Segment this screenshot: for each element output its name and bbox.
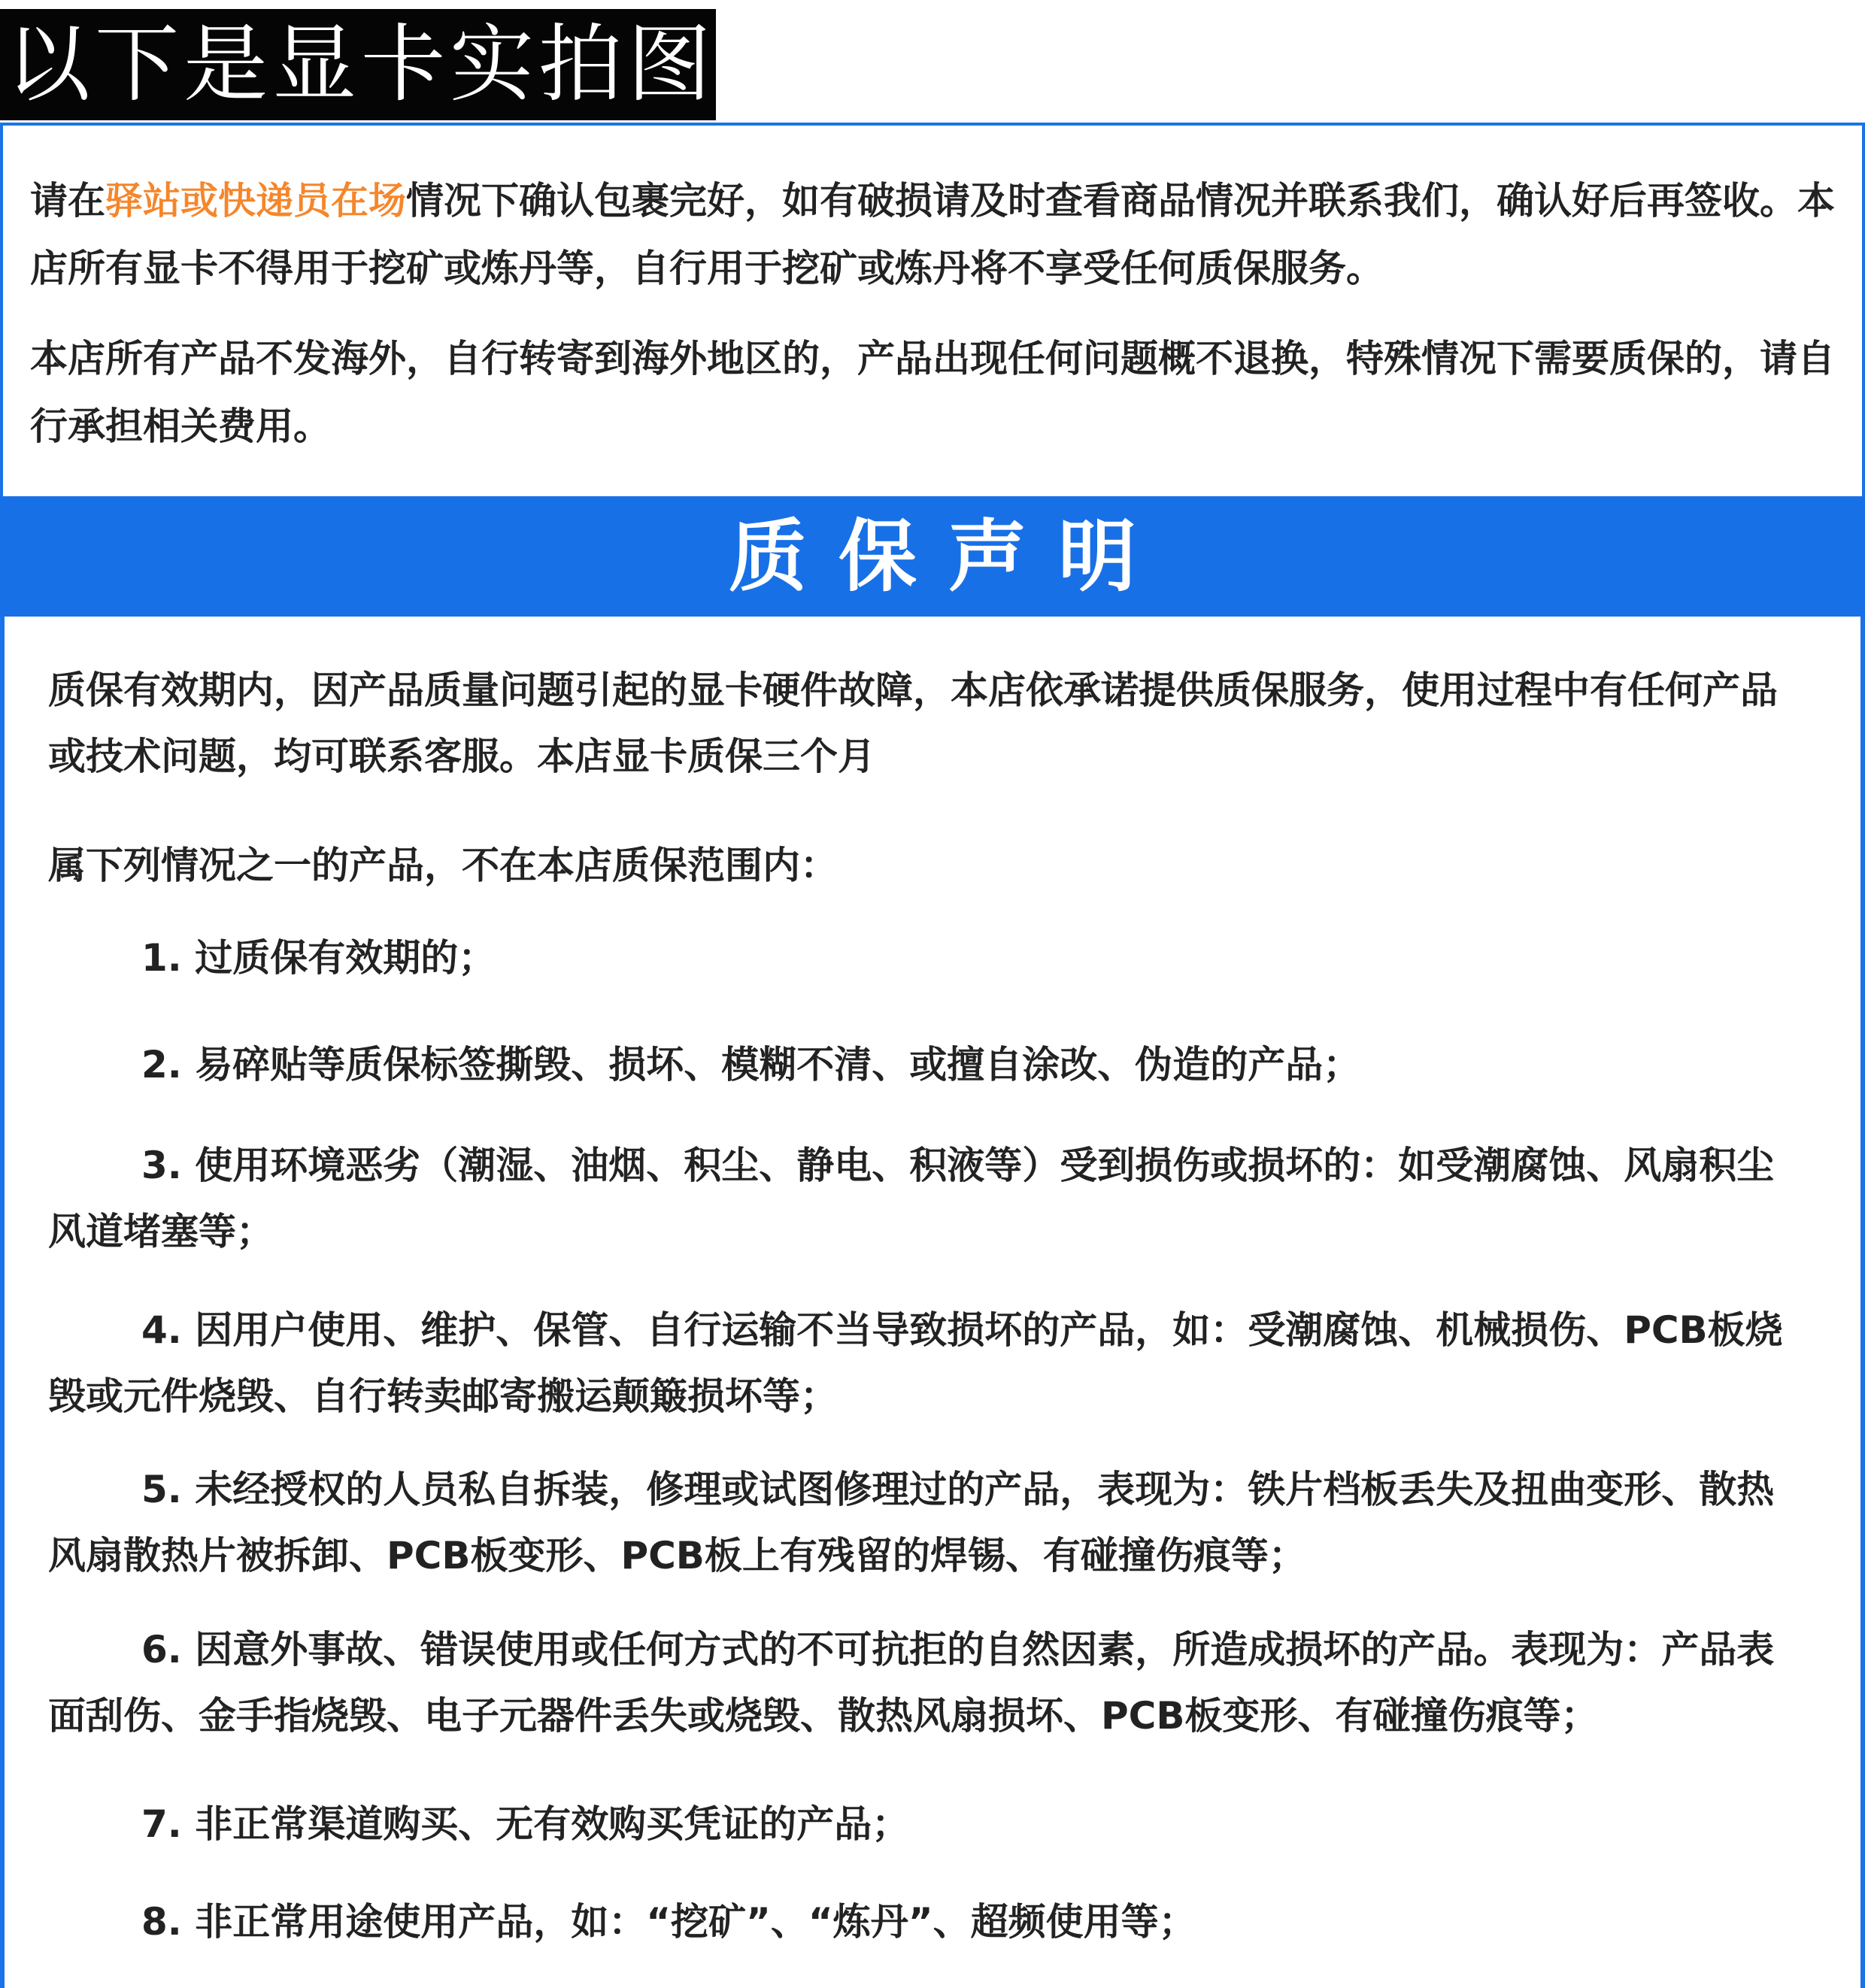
exclusion-item-1: 1. 过质保有效期的； bbox=[141, 936, 496, 980]
exclusion-item-5: 5. 未经授权的人员私自拆装，修理或试图修理过的产品，表现为：铁片档板丢失及扭曲变形、散热风扇散热片被拆卸、PCB板变形、PCB板上有残留的焊锡、有碰撞伤痕等； bbox=[48, 1468, 1775, 1577]
exclusion-item-8: 8. 非正常用途使用产品，如：“挖矿”、“炼丹”、超频使用等； bbox=[141, 1900, 1196, 1944]
warranty-intro: 质保有效期内，因产品质量问题引起的显卡硬件故障，本店依承诺提供质保服务，使用过程中有任何产品或技术问题，均可联系客服。本店显卡质保三个月 bbox=[48, 668, 1778, 778]
exclusion-item-6: 6. 因意外事故、错误使用或任何方式的不可抗拒的自然因素，所造成损坏的产品。表现为：产品表面刮伤、金手指烧毁、电子元器件丢失或烧毁、散热风扇损坏、PCB板变形、有碰撞伤痕等； bbox=[48, 1628, 1775, 1738]
exclusion-item-4: 4. 因用户使用、维护、保管、自行运输不当导致损坏的产品，如：受潮腐蚀、机械损伤、PCB板烧毁或元件烧毁、自行转卖邮寄搬运颠簸损坏等； bbox=[48, 1308, 1783, 1418]
notice-text-suffix: 情况下确认包裹完好，如有破损请及时查看商品情况并联系我们，确认好后再签收。本店所有显卡不得用于挖矿或炼丹等，自行用于挖矿或炼丹将不享受任何质保服务。 bbox=[30, 179, 1835, 290]
notice-text-prefix: 请在 bbox=[30, 179, 105, 223]
notice-paragraph-overseas: 本店所有产品不发海外，自行转寄到海外地区的，产品出现任何问题概不退换，特殊情况下需要质保的，请自行承担相关费用。 bbox=[30, 337, 1835, 448]
notice-box bbox=[0, 123, 1865, 496]
notice-paragraph-receipt bbox=[30, 167, 1842, 302]
exclusion-item-2: 2. 易碎贴等质保标签撕毁、损坏、模糊不清、或擅自涂改、伪造的产品； bbox=[141, 1043, 1361, 1086]
notice-highlight-text: 驿站或快递员在场 bbox=[105, 179, 406, 223]
exclusion-item-3: 3. 使用环境恶劣（潮湿、油烟、积尘、静电、积液等）受到损伤或损坏的：如受潮腐蚀、风扇积尘风道堵塞等； bbox=[48, 1144, 1775, 1253]
page-title: 以下是显卡实拍图 bbox=[0, 9, 716, 120]
warranty-box bbox=[0, 617, 1865, 1988]
exclusion-item-7: 7. 非正常渠道购买、无有效购买凭证的产品； bbox=[141, 1802, 910, 1846]
exclusions-title: 属下列情况之一的产品，不在本店质保范围内： bbox=[48, 844, 838, 887]
warranty-heading: 质保声明 bbox=[0, 496, 1865, 617]
